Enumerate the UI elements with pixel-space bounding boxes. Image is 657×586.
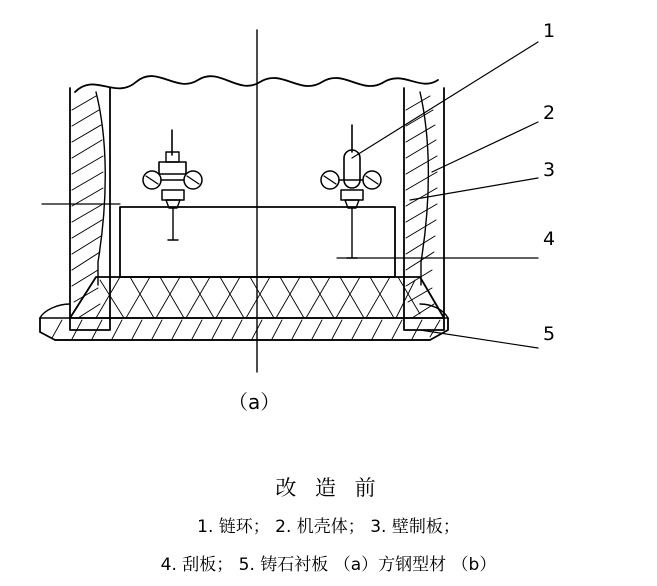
leader-3 bbox=[410, 178, 538, 200]
base-left-foot bbox=[40, 304, 70, 318]
caption-line-2: 4. 刮板； 5. 铸石衬板 （a）方钢型材 （b） bbox=[160, 555, 497, 575]
right-wall-outline bbox=[404, 88, 444, 330]
caption-line-1: 1. 链环； 2. 机壳体； 3. 壁制板； bbox=[197, 517, 460, 537]
callout-leaders bbox=[337, 42, 538, 348]
subfigure-label: （a） bbox=[228, 390, 281, 414]
cast-stone-lining-hatching bbox=[96, 277, 420, 318]
leader-5 bbox=[420, 330, 538, 348]
leader-1 bbox=[352, 42, 538, 158]
callout-label-5: 5 bbox=[543, 323, 556, 345]
left-chain-link-assembly bbox=[143, 130, 202, 240]
callout-label-4: 4 bbox=[543, 228, 556, 250]
left-wall-inner-curve bbox=[96, 92, 105, 285]
leader-2 bbox=[432, 122, 538, 172]
callout-label-3: 3 bbox=[543, 159, 556, 181]
caption-title: 改 造 前 bbox=[275, 476, 382, 500]
callout-label-1: 1 bbox=[543, 20, 556, 42]
callout-label-2: 2 bbox=[543, 102, 556, 124]
